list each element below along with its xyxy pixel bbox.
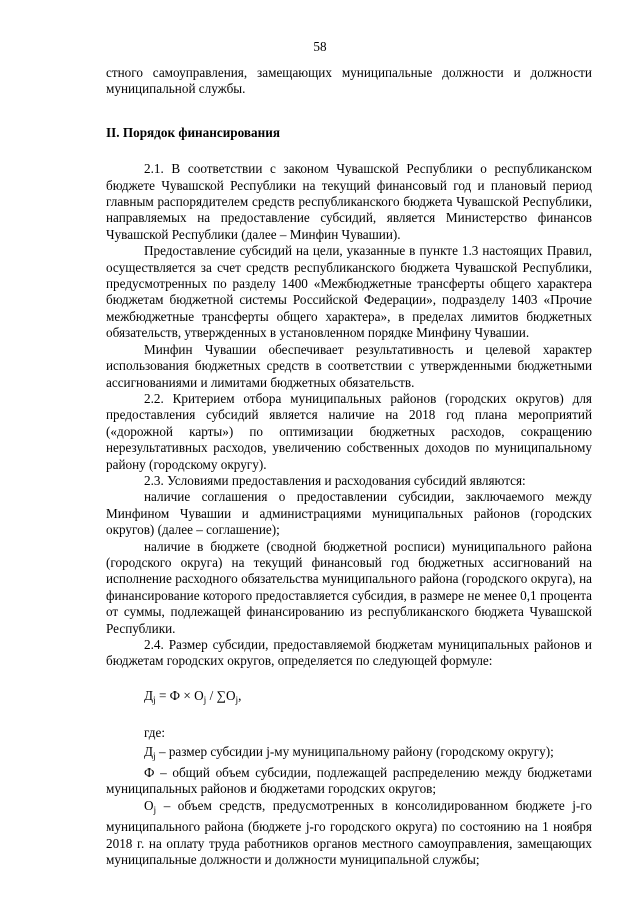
condition-budget-allocation: наличие в бюджете (сводной бюджетной росписи) муниципального района (городского округа) на текущий финансовый год бюджетных ассигнований на исполнение расходного обязательства муниципального района (городского округа), на финансирование которого предоставляется субсидия, в размере не менее 0,1 процента от суммы, подлежащей финансированию из республиканского бюджета Чувашской Республики. bbox=[106, 538, 592, 636]
where-label: где: bbox=[144, 725, 165, 741]
paragraph-2-1: 2.1. В соответствии с законом Чувашской Республики о республиканском бюджете Чувашской Республики на текущий финансовый год и плановый период главным распорядителем средств республиканского бюджета Чувашской Республики, направляемых на предоставление субсидий, является Министерство финансов Чувашской Республики (далее – Минфин Чувашии). bbox=[106, 161, 592, 242]
subsidy-formula: $Д_j = Ф \times О_j / \sum О_j$, bbox=[144, 687, 242, 706]
document-body bbox=[106, 65, 592, 868]
section-heading: II. Порядок финансирования bbox=[106, 124, 280, 140]
paragraph-minfin-responsibility: Минфин Чувашии обеспечивает результативность и целевой характер использования бюджетных средств в соответствии с утвержденными бюджетными ассигнованиями и лимитами бюджетных обязательств. bbox=[106, 341, 592, 390]
paragraph-2-2: 2.2. Критерием отбора муниципальных районов (городских округов) для предоставления субсидий является наличие на 2018 год плана мероприятий («дорожной карты») по оптимизации бюджетных расходов, сокращению нерезультативных расходов, увеличению собственных доходов по муниципальному району (городскому округу). bbox=[106, 390, 592, 472]
carryover-paragraph: стного самоуправления, замещающих муниципальные должности и должности муниципальной службы. bbox=[106, 65, 592, 97]
definition-item: Ф – общий объем субсидии, подлежащей распределению между бюджетами муниципальных районов и бюджетами городских округов; bbox=[106, 765, 592, 797]
definition-item: $Д_j$ – размер субсидии j-му муниципальному району (городскому округу); bbox=[144, 743, 554, 762]
paragraph-funding-source: Предоставление субсидий на цели, указанные в пункте 1.3 настоящих Правил, осуществляется за счет средств республиканского бюджета Чувашской Республики, предусмотренных по разделу 1400 «Межбюджетные трансферты общего характера бюджетам бюджетной системы Российской Федерации», подразделу 1403 «Прочие межбюджетные трансферты общего характера», в пределах лимитов бюджетных обязательств, утвержденных в установленном порядке Минфину Чувашии. bbox=[106, 243, 592, 341]
paragraph-2-4: 2.4. Размер субсидии, предоставляемой бюджетам муниципальных районов и бюджетам городских округов, определяется по следующей формуле: bbox=[106, 637, 592, 669]
page-number: 58 bbox=[313, 39, 327, 54]
paragraph-2-3: 2.3. Условиями предоставления и расходования субсидий являются: bbox=[144, 472, 526, 488]
definition-item: $О_j$ – объем средств, предусмотренных в консолидированном бюджете j-го муниципального района (бюджете j-го городского округа) по состоянию на 1 ноября 2018 г. на оплату труда работников органов местного самоуправления, замещающих муниципальные должности и должности муниципальной службы; bbox=[106, 797, 592, 868]
condition-agreement: наличие соглашения о предоставлении субсидии, заключаемого между Минфином Чувашии и администрациями муниципальных районов (городских округов) (далее – соглашение); bbox=[106, 489, 592, 538]
